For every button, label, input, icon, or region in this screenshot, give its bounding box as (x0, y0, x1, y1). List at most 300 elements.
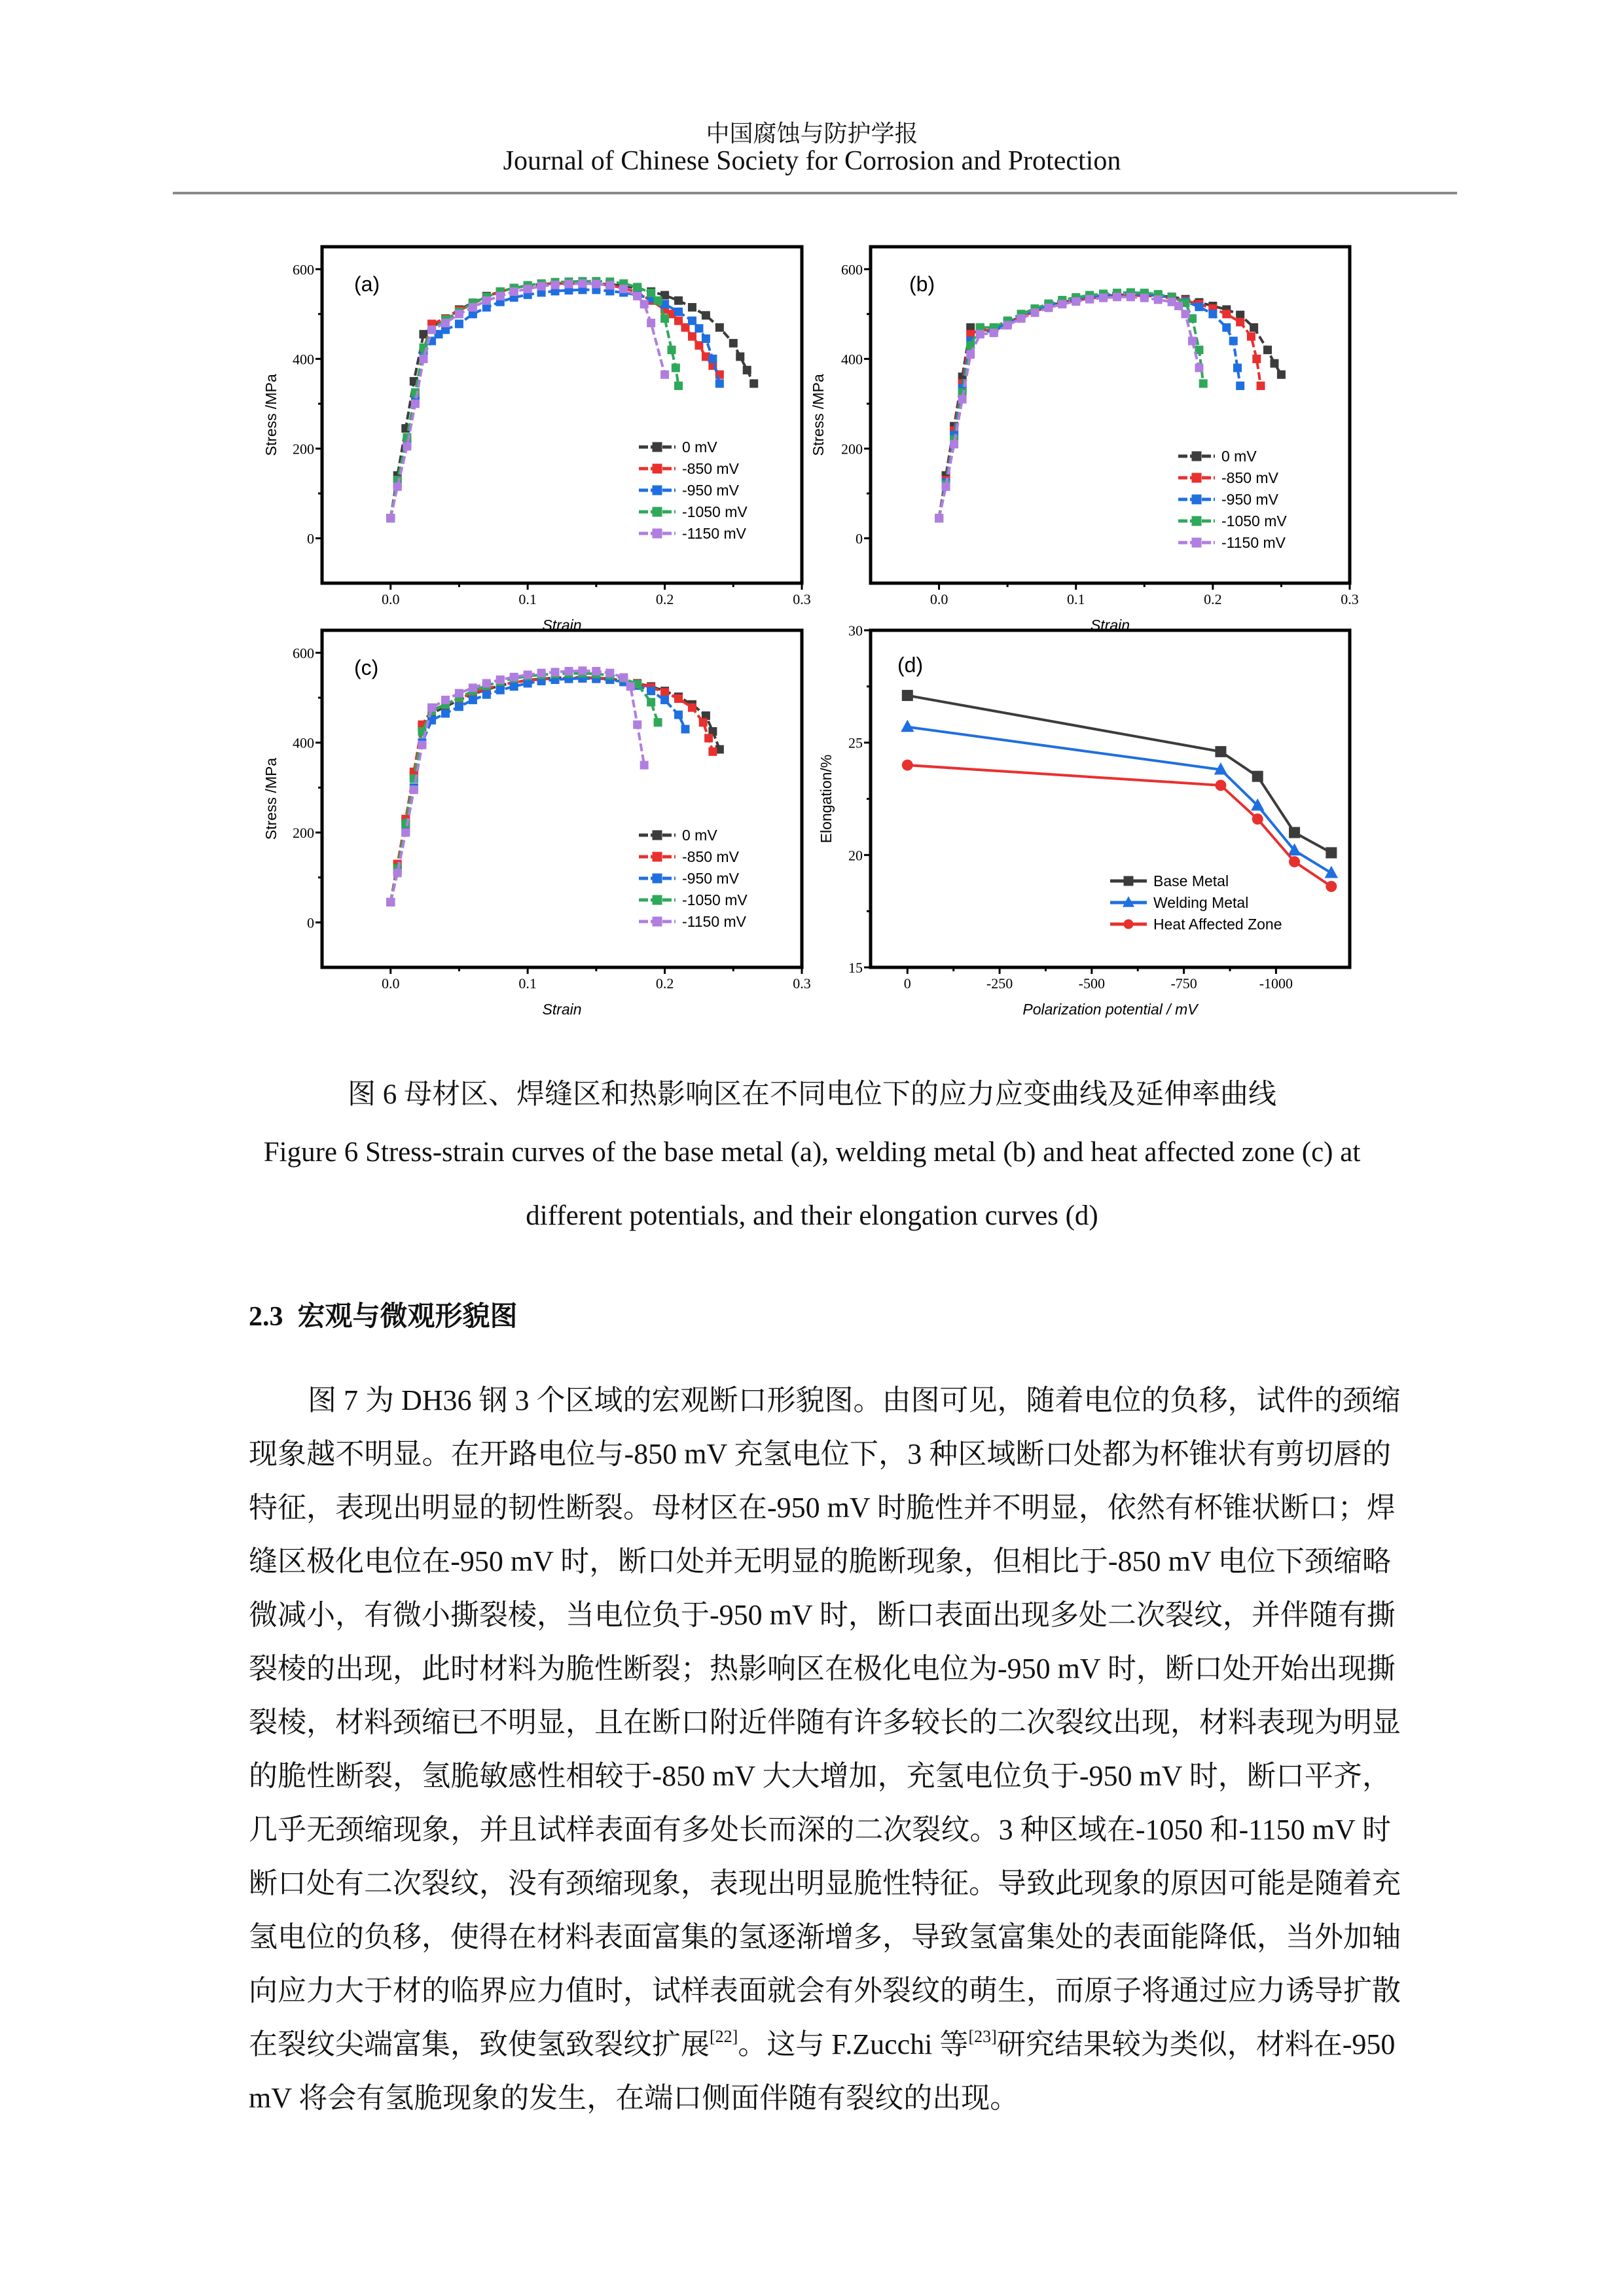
data-point (708, 355, 717, 363)
data-point (1326, 847, 1337, 858)
data-point (1182, 310, 1190, 318)
data-point (1199, 380, 1208, 388)
legend-marker (1192, 495, 1202, 505)
chart-panel-b (810, 247, 1359, 634)
text-segment: 的脆性断裂，氢脆敏感性相较于-850 mV 大大增加，充氢电位负于-950 mV 时，断口平齐， (249, 1760, 1391, 1792)
data-point (419, 355, 427, 363)
legend-marker (653, 895, 662, 905)
series--1150-mv (386, 666, 648, 906)
legend-marker (653, 874, 662, 884)
y-tick-label: 600 (841, 261, 863, 278)
data-point (660, 696, 669, 704)
y-tick-label: 20 (848, 847, 863, 864)
data-point (551, 281, 560, 289)
legend-marker (653, 442, 662, 452)
paragraph-line (249, 1970, 1401, 2024)
data-point (736, 352, 744, 361)
x-tick-label: -1000 (1259, 975, 1293, 992)
data-point (386, 514, 395, 522)
data-point (482, 679, 491, 688)
data-point (1229, 336, 1238, 345)
x-axis-title: Strain (542, 1001, 582, 1018)
data-point (1044, 304, 1053, 312)
text-segment: mV 将会有氢脆现象的发生，在端口侧面伴随有裂纹的出现。 (249, 2082, 1019, 2114)
data-point (1113, 293, 1121, 301)
data-point (510, 673, 518, 681)
legend-marker (1192, 516, 1202, 526)
data-point (427, 325, 436, 334)
data-point (427, 704, 436, 712)
data-point (1233, 364, 1242, 372)
x-tick-label: 0.3 (793, 975, 811, 992)
data-point (482, 691, 491, 699)
legend-item (639, 848, 740, 865)
data-point (699, 718, 708, 726)
x-axis-title: Strain (542, 617, 582, 634)
legend-marker (653, 507, 662, 517)
legend-item (1110, 872, 1229, 889)
x-tick-label: 0.2 (655, 591, 674, 607)
text-segment: 在裂纹尖端富集，致使氢致裂纹扩展 (249, 2028, 710, 2060)
text-segment: 图 7 为 DH36 钢 3 个区域的宏观断口形貌图。由图可见，随着电位的负移，试件的颈缩 (308, 1384, 1401, 1416)
legend-item (1178, 448, 1257, 465)
data-point (1058, 300, 1066, 308)
data-point (496, 292, 505, 300)
x-tick-label: 0.0 (381, 591, 400, 607)
data-point (654, 718, 662, 726)
data-point (1215, 746, 1226, 757)
series-base-metal (902, 690, 1337, 858)
data-point (647, 319, 655, 327)
text-segment: 特征，表现出明显的韧性断裂。母材区在-950 mV 时脆性并不明显，依然有杯锥状断口；焊 (249, 1492, 1396, 1524)
data-point (455, 319, 463, 328)
data-point (393, 869, 402, 877)
data-point (654, 296, 662, 305)
y-axis-title: Elongation/% (818, 754, 835, 844)
x-tick-label: 0.1 (1066, 591, 1085, 607)
data-point (605, 281, 614, 289)
y-tick-label: 400 (293, 351, 314, 368)
legend-item (1178, 534, 1286, 551)
legend-label: 0 mV (1221, 448, 1257, 465)
paragraph-line (249, 1809, 1391, 1863)
data-point (743, 366, 751, 374)
data-point (633, 721, 641, 729)
data-point (958, 395, 967, 404)
series--1050-mv (386, 277, 683, 522)
legend-marker (653, 831, 662, 840)
legend-label: Welding Metal (1153, 894, 1249, 911)
legend-label: Base Metal (1153, 872, 1229, 889)
paragraph-line (249, 2024, 1396, 2077)
body-paragraph (249, 1380, 1401, 2131)
data-point (702, 311, 710, 319)
data-point (1257, 382, 1265, 390)
data-point (441, 709, 450, 718)
figure-caption-en-line2: different potentials, and their elongation curves (d) (526, 1200, 1098, 1231)
citation-superscript: [22] (710, 2027, 738, 2046)
data-point (403, 442, 411, 450)
legend-marker (1192, 473, 1202, 483)
data-point (1208, 310, 1217, 318)
panel-label: (b) (909, 272, 935, 296)
data-point (537, 282, 546, 291)
x-tick-label: 0.0 (381, 975, 400, 992)
legend-item (1178, 469, 1279, 486)
data-point (633, 292, 641, 300)
legend-marker (653, 464, 662, 474)
paragraph-line (249, 1863, 1401, 1916)
legend-item (639, 503, 748, 520)
panel-label: (d) (897, 653, 924, 677)
data-point (1072, 297, 1080, 306)
paragraph-line (249, 1755, 1391, 1809)
x-tick-label: 0.0 (929, 591, 948, 607)
data-point (1195, 364, 1203, 372)
data-point (1127, 293, 1135, 301)
y-tick-label: 0 (856, 530, 863, 547)
text-segment: 。这与 F.Zucchi 等 (738, 2028, 969, 2060)
data-point (510, 682, 518, 691)
legend-marker (653, 852, 662, 862)
figure-caption-cn: 图 6 母材区、焊缝区和热影响区在不同电位下的应力应变曲线及延伸率曲线 (348, 1079, 1276, 1110)
text-segment: 裂棱，材料颈缩已不明显，且在断口附近伴随有许多较长的二次裂纹出现，材料表现为明显 (249, 1706, 1401, 1738)
data-point (749, 380, 758, 388)
data-point (1247, 332, 1255, 341)
text-segment: 几乎无颈缩现象，并且试样表面有多处长而深的二次裂纹。3 种区域在-1050 和-1150 mV 时 (249, 1814, 1391, 1846)
data-point (715, 323, 724, 332)
series--1150-mv (935, 293, 1203, 522)
data-point (410, 785, 418, 794)
data-point (524, 285, 532, 293)
paragraph-line (249, 1380, 1401, 1433)
data-point (729, 339, 738, 348)
y-tick-label: 600 (293, 261, 314, 278)
data-point (674, 296, 683, 305)
data-point (537, 669, 546, 677)
paragraph-line (249, 1487, 1396, 1541)
legend-label: -1150 mV (1221, 534, 1286, 551)
data-point (418, 741, 426, 749)
paragraph-line (249, 2077, 1391, 2131)
data-point (1252, 771, 1263, 782)
legend-item (1110, 916, 1282, 933)
legend-item (639, 482, 740, 499)
data-point (1174, 302, 1183, 310)
series-line (391, 283, 665, 518)
text-segment: 微减小，有微小撕裂棱，当电位负于-950 mV 时，断口表面出现多处二次裂纹，并伴随有撕 (249, 1599, 1396, 1631)
x-tick-label: 0.2 (1204, 591, 1222, 607)
data-point (966, 350, 975, 359)
y-axis-title: Stress /MPa (810, 374, 827, 456)
text-segment: 缝区极化电位在-950 mV 时，断口处并无明显的脆断现象，但相比于-850 mV 电位下颈缩略 (249, 1545, 1391, 1577)
data-point (672, 364, 680, 372)
data-point (695, 324, 703, 332)
paragraph-line (249, 1433, 1391, 1487)
data-point (1236, 318, 1244, 327)
legend-item (639, 439, 717, 456)
data-point (901, 720, 914, 732)
data-point (1085, 295, 1094, 304)
data-point (510, 287, 518, 296)
legend-label: -1050 mV (682, 503, 748, 520)
data-point (411, 399, 420, 408)
legend-item (1178, 512, 1287, 529)
data-point (990, 329, 998, 337)
data-point (1222, 310, 1231, 318)
paragraph-line (249, 1702, 1401, 1755)
data-point (455, 702, 463, 711)
data-point (681, 725, 689, 734)
x-tick-label: 0.1 (518, 591, 537, 607)
data-point (1250, 323, 1258, 332)
y-tick-label: 25 (848, 734, 863, 751)
data-point (1252, 355, 1261, 363)
figure-6 (0, 0, 1624, 1028)
text-segment: 裂棱的出现，此时材料为脆性断裂；热影响区在极化电位为-950 mV 时，断口处开始出现撕 (249, 1653, 1396, 1685)
data-point (1003, 321, 1012, 329)
y-tick-label: 15 (848, 960, 863, 976)
data-point (524, 670, 532, 679)
legend-marker (1124, 920, 1134, 929)
x-tick-label: 0.3 (793, 591, 811, 607)
data-point (592, 279, 600, 288)
y-tick-label: 400 (293, 734, 314, 751)
data-point (1277, 370, 1286, 379)
legend-label: -1050 mV (1221, 512, 1287, 529)
data-point (619, 285, 628, 293)
series-line (391, 677, 720, 902)
legend-item (1110, 894, 1248, 911)
x-tick-label: 0.3 (1341, 591, 1359, 607)
y-axis-title: Stress /MPa (262, 374, 280, 456)
legend-marker (653, 917, 662, 927)
x-tick-label: -500 (1078, 975, 1106, 992)
legend-label: -1150 mV (682, 525, 747, 542)
data-point (469, 696, 477, 704)
data-point (715, 380, 724, 388)
data-point (660, 370, 669, 379)
chart-panel-c (262, 630, 811, 1018)
data-point (633, 283, 641, 291)
data-point (1099, 294, 1108, 302)
legend-label: Heat Affected Zone (1153, 916, 1282, 933)
data-point (1188, 336, 1197, 345)
legend-label: 0 mV (682, 827, 717, 844)
data-point (640, 761, 649, 770)
legend-label: -850 mV (1221, 469, 1278, 486)
x-axis-title: Polarization potential / mV (1022, 1001, 1198, 1018)
legend-label: -950 mV (682, 482, 739, 499)
legend-item (639, 913, 747, 930)
legend-label: -1150 mV (682, 913, 747, 930)
series--850-mv (386, 279, 724, 522)
plot-area (901, 690, 1338, 892)
series-0-mv (935, 291, 1286, 522)
legend-item (639, 525, 747, 542)
data-point (578, 279, 586, 288)
series--1050-mv (935, 288, 1208, 522)
data-point (469, 303, 477, 312)
x-tick-label: 0 (903, 975, 911, 992)
data-point (647, 687, 655, 695)
journal-title-en: Journal of Chinese Society for Corrosion and Protection (503, 146, 1121, 176)
data-point (441, 696, 450, 704)
data-point (1030, 308, 1039, 317)
section-number: 2.3 (249, 1302, 283, 1332)
x-tick-label: -750 (1170, 975, 1197, 992)
data-point (702, 334, 710, 343)
data-point (1140, 294, 1149, 302)
y-tick-label: 0 (307, 914, 314, 931)
chart-panel-a (262, 247, 811, 634)
series-line (391, 678, 713, 903)
data-point (455, 689, 463, 698)
legend-item (1178, 491, 1279, 508)
series-heat-affected-zone (902, 760, 1337, 892)
text-segment: 研究结果较为类似，材料在-950 (996, 2028, 1396, 2060)
data-point (496, 686, 505, 694)
data-point (674, 308, 683, 316)
figure-caption-en-line1: Figure 6 Stress-strain curves of the base metal (a), welding metal (b) and heat affected zone (c) at (263, 1137, 1361, 1168)
legend-marker (653, 486, 662, 495)
panel-label: (c) (354, 656, 379, 679)
data-point (708, 747, 717, 756)
data-point (496, 675, 505, 684)
legend-label: -1050 mV (682, 891, 748, 908)
data-point (441, 319, 450, 327)
data-point (647, 698, 655, 706)
panel-label: (a) (354, 272, 380, 296)
data-point (688, 332, 696, 341)
data-point (688, 303, 696, 312)
legend-label: -850 mV (682, 460, 739, 477)
series-line (907, 765, 1331, 886)
data-point (674, 711, 683, 719)
data-point (902, 760, 913, 771)
legend-marker (1192, 452, 1202, 461)
y-tick-label: 200 (293, 440, 314, 457)
data-point (660, 314, 669, 323)
data-point (482, 296, 491, 305)
data-point (401, 829, 410, 837)
data-point (1252, 814, 1263, 825)
section-title: 宏观与微观形貌图 (297, 1302, 518, 1332)
paragraph-line (249, 1916, 1401, 1970)
chart-panel-d (818, 622, 1350, 1018)
y-tick-label: 600 (293, 645, 314, 662)
data-point (950, 440, 958, 448)
data-point (1195, 302, 1203, 311)
legend-marker (653, 529, 662, 539)
data-point (386, 898, 395, 906)
data-point (1236, 382, 1244, 390)
legend-label: -850 mV (682, 848, 739, 865)
data-point (1325, 866, 1338, 878)
data-point (647, 289, 655, 297)
y-tick-label: 0 (307, 530, 314, 547)
data-point (704, 734, 713, 742)
data-point (1326, 881, 1337, 892)
y-tick-label: 200 (841, 440, 863, 457)
data-point (564, 279, 573, 288)
data-point (605, 669, 614, 677)
legend-item (639, 460, 740, 477)
series--1150-mv (386, 279, 669, 522)
legend-label: -950 mV (682, 870, 739, 887)
data-point (619, 673, 628, 682)
citation-superscript: [23] (968, 2027, 997, 2046)
y-tick-label: 30 (848, 622, 863, 639)
data-point (1289, 827, 1300, 838)
legend-marker (1192, 538, 1202, 548)
data-point (1263, 346, 1272, 354)
data-point (469, 683, 477, 692)
text-segment: 现象越不明显。在开路电位与-850 mV 充氢电位下，3 种区域断口处都为杯锥状有剪切唇的 (249, 1438, 1391, 1470)
legend-item (639, 870, 740, 887)
series-line (391, 281, 679, 518)
data-point (393, 482, 402, 491)
legend-label: -950 mV (1221, 491, 1278, 508)
data-point (455, 310, 463, 318)
plot-area (386, 666, 724, 906)
data-point (674, 382, 683, 390)
y-axis-title: Stress /MPa (262, 757, 280, 840)
text-segment: 氢电位的负移，使得在材料表面富集的氢逐渐增多，导致氢富集处的表面能降低，当外加轴 (249, 1921, 1401, 1953)
x-axis-title: Strain (1090, 617, 1130, 634)
data-point (592, 667, 600, 675)
data-point (551, 668, 560, 676)
legend-marker (1124, 876, 1134, 886)
x-tick-label: 0.1 (518, 975, 537, 992)
x-tick-label: -250 (986, 975, 1013, 992)
data-point (1222, 323, 1231, 332)
data-point (626, 682, 635, 691)
data-point (674, 694, 683, 703)
paragraph-line (249, 1541, 1391, 1594)
data-point (660, 688, 669, 696)
data-point (578, 666, 586, 675)
section-heading (249, 1295, 532, 1334)
data-point (976, 330, 984, 338)
data-point (688, 317, 696, 325)
paragraph-line (249, 1594, 1396, 1648)
series-line (391, 283, 720, 518)
y-tick-label: 200 (293, 825, 314, 841)
data-point (564, 667, 573, 675)
plot-area (935, 288, 1286, 522)
data-point (668, 346, 676, 354)
data-point (1154, 295, 1163, 304)
series-line (939, 296, 1261, 518)
paragraph-line (249, 1648, 1396, 1702)
y-tick-label: 400 (841, 351, 863, 368)
x-tick-label: 0.2 (655, 975, 674, 992)
text-segment: 向应力大于材的临界应力值时，试样表面就会有外裂纹的萌生，而原子将通过应力诱导扩散 (249, 1975, 1401, 2007)
legend-item (639, 827, 717, 844)
journal-title-cn: 中国腐蚀与防护学报 (706, 120, 918, 147)
data-point (688, 704, 696, 712)
data-point (1215, 780, 1226, 791)
data-point (640, 300, 649, 308)
data-point (942, 482, 950, 491)
data-point (935, 514, 943, 522)
legend-label: 0 mV (682, 439, 717, 456)
data-point (1270, 359, 1278, 368)
data-point (902, 690, 913, 701)
data-point (1289, 856, 1300, 867)
series-line (907, 727, 1331, 873)
